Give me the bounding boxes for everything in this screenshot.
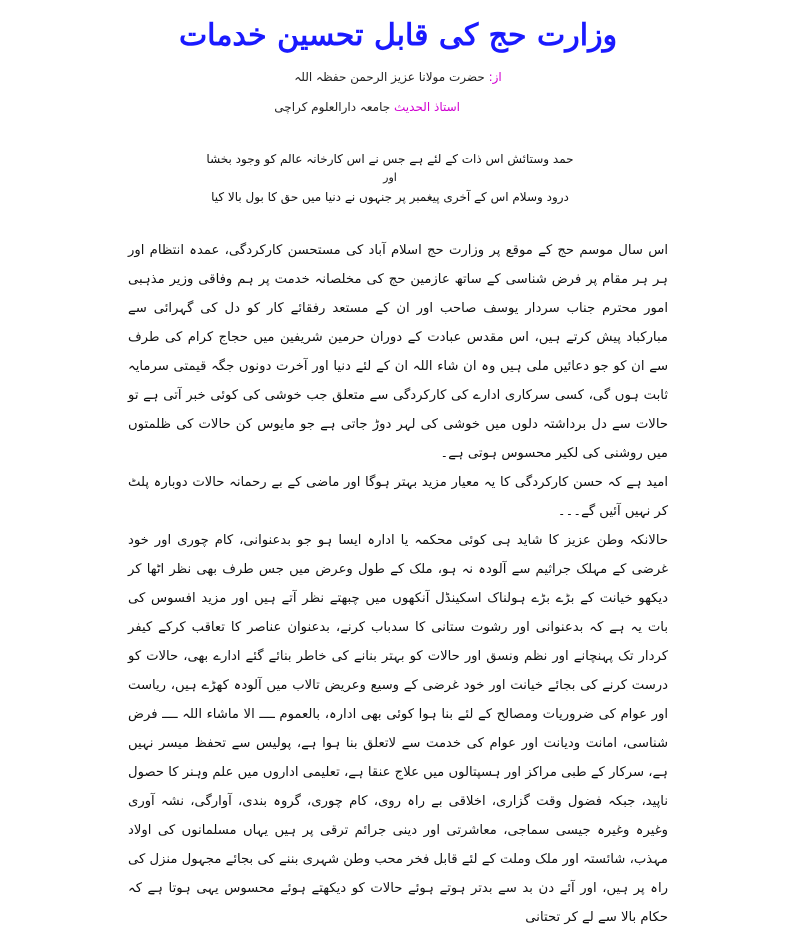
article-title: وزارت حج کی قابل تحسین خدمات [178, 18, 618, 53]
author-institution: جامعہ دارالعلوم کراچی [274, 100, 391, 114]
byline-prefix: از: [488, 70, 502, 84]
body-paragraph: امید ہے کہ حسن کارکردگی کا یہ معیار مزید بہتر ہوگا اور ماضی کے بے رحمانہ حالات دوبارہ پلٹ کر نہیں آئیں گے۔۔۔ [128, 475, 668, 519]
author-affiliation [210, 100, 460, 114]
hamd-line-2: درود وسلام اس کے آخری پیغمبر پر جنہوں نے دنیا میں حق کا بول بالا کیا [211, 190, 569, 204]
author-rank: استاذ الحدیث [394, 100, 460, 114]
article-body [128, 236, 668, 932]
hamd-line-1: حمد وستائش اس ذات کے لئے ہے جس نے اس کارخانہ عالم کو وجود بخشا [206, 152, 574, 166]
body-paragraph: اس سال موسم حج کے موقع پر وزارت حج اسلام آباد کی مستحسن کارکردگی، عمدہ انتظام اور ہر ہر مقام پر فرض شناسی کے ساتھ عازمین حج کی مخلصانہ خدمت پر ہم وفاقی وزیر مذہبی امور محترم جناب سردار یوسف صاحب اور ان کے مستعد رفقائے کار کو دل کی گہرائی سے مبارکباد پیش کرتے ہیں، اس مقدس عبادت کے دوران حرمین شریفین میں حجاج کرام کی طرف سے ان کو جو دعائیں ملی ہیں وہ ان شاء اللہ ان کے لئے دنیا اور آخرت دونوں جگہ قیمتی سرمایہ ثابت ہوں گی، کسی سرکاری ادارے کی کارکردگی سے متعلق جب خوشی کی کوئی خبر آتی ہے تو حالات سے دل برداشتہ دلوں میں خوشی کی لہر دوڑ جاتی ہے جو مایوس کن حالات کی ظلمتوں میں روشنی کی لکیر محسوس ہوتی ہے۔ [128, 243, 668, 461]
byline-author: حضرت مولانا عزیز الرحمن حفظہ اللہ [294, 70, 485, 84]
byline [0, 70, 796, 84]
hamd-and: اور [383, 171, 397, 184]
hamd-block [200, 150, 580, 206]
body-paragraph: حالانکہ وطن عزیز کا شاید ہی کوئی محکمہ یا ادارہ ایسا ہو جو بدعنوانی، کام چوری اور خود غرضی کے مہلک جراثیم سے آلودہ نہ ہو، ملک کے طول وعرض میں جس طرف بھی نظر اٹھا کر دیکھو خیانت کے بڑے بڑے ہولناک اسکینڈل آنکھوں میں چبھتے نظر آتے ہیں اور مزید افسوس کی بات یہ ہے کہ بدعنوانی اور رشوت ستانی کا سدباب کرنے، بدعنوان عناصر کا تعاقب کرکے کیفر کردار تک پہنچانے اور نظم ونسق اور حالات کو بہتر بنانے کی خاطر بنائے گئے ادارے بھی، حالات کو درست کرنے کی بجائے خیانت اور خود غرضی کے وسیع وعریض تالاب میں آلودہ کھڑے ہیں، ریاست اور عوام کی ضروریات ومصالح کے لئے بنا ہوا کوئی بھی ادارہ، بالعموم ــــ الا ماشاء اللہ ــــ فرض شناسی، امانت ودیانت اور عوام کی خدمت سے لاتعلق بنا ہوا ہے، پولیس سے تحفظ میسر نہیں ہے، سرکار کے طبی مراکز اور ہسپتالوں میں علاج عنقا ہے، تعلیمی اداروں میں علم وہنر کا حصول ناپید، جبکہ فضول وقت گزاری، اخلاقی بے راہ روی، کام چوری، گروہ بندی، آوارگی، نشہ آوری وغیرہ وغیرہ جیسی سماجی، معاشرتی اور دینی جرائم ترقی پر ہیں یہاں مسلمانوں کی اولاد مہذب، شائستہ اور ملک وملت کے لئے قابل فخر محب وطن شہری بننے کی بجائے مجہول منزل کی راہ پر ہیں، اور آئے دن بد سے بدتر ہوتے ہوئے حالات کو دیکھتے ہوئے محسوس یہی ہوتا ہے کہ حکام بالا سے لے کر تحتانی [128, 533, 668, 925]
